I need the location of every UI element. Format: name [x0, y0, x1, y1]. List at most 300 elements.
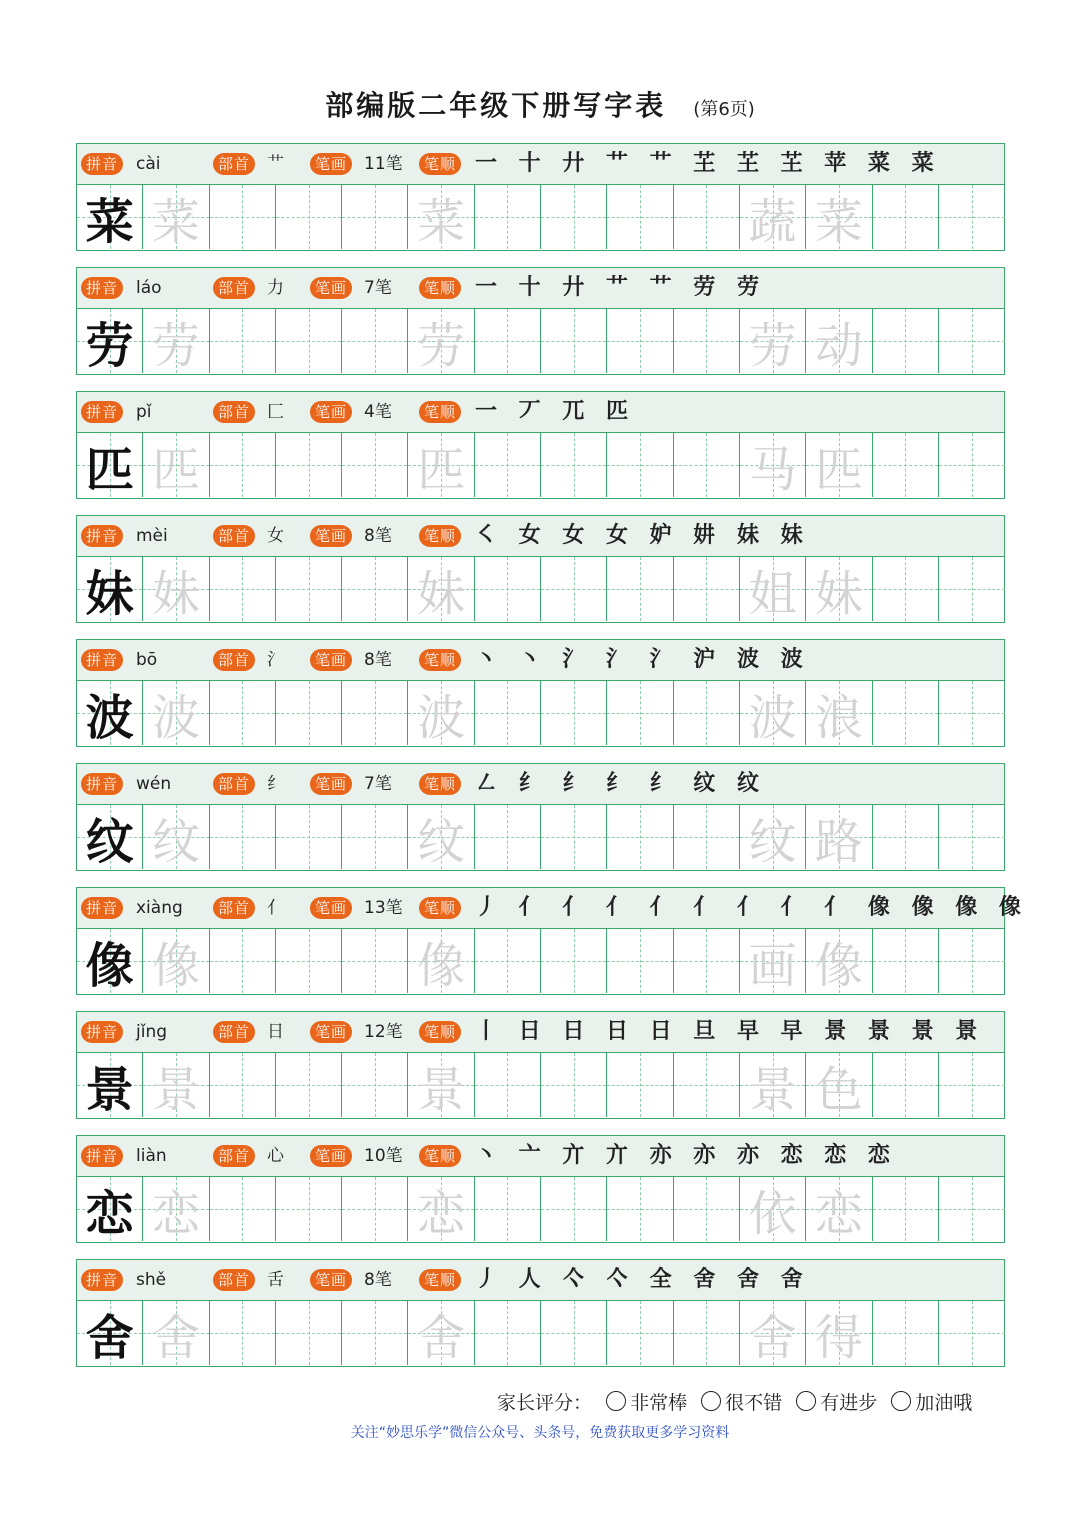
grid-cell[interactable] [475, 185, 541, 249]
pinyin-badge: 拼音 [81, 277, 123, 299]
grid-cell[interactable] [674, 433, 740, 497]
grid-cell[interactable] [276, 1301, 342, 1365]
model-character: 景 [85, 1061, 134, 1118]
radical-badge: 部首 [213, 897, 255, 919]
grid-cell[interactable] [342, 681, 408, 745]
char-block [76, 1259, 1005, 1367]
char-info-bar [77, 640, 1004, 681]
grid-cell[interactable] [342, 1301, 408, 1365]
page-title: 部编版二年级下册写字表 [325, 89, 667, 122]
stroke-order-sequence: 丶 丶 氵 氵 氵 沪 波 波 [475, 646, 810, 672]
practice-grid [77, 557, 1004, 621]
rating-option-1-label: 非常棒 [630, 1392, 688, 1414]
grid-cell[interactable] [475, 805, 541, 869]
grid-cell[interactable] [939, 805, 1005, 869]
grid-cell[interactable] [77, 557, 143, 621]
grid-cell[interactable] [806, 1301, 872, 1365]
pinyin-badge: 拼音 [81, 525, 123, 547]
rating-label: 家长评分： [497, 1392, 593, 1414]
trace-character: 劳 [417, 317, 466, 374]
grid-cell[interactable] [939, 557, 1005, 621]
trace-character: 波 [417, 689, 466, 746]
word-trace-character: 动 [814, 317, 863, 374]
strokes-badge: 笔画 [310, 401, 352, 423]
grid-cell[interactable] [740, 309, 806, 373]
grid-cell[interactable] [210, 1177, 276, 1241]
grid-cell[interactable] [276, 309, 342, 373]
grid-cell[interactable] [342, 1053, 408, 1117]
grid-cell[interactable] [77, 929, 143, 993]
practice-grid [77, 1301, 1004, 1365]
grid-cell[interactable] [806, 185, 872, 249]
pinyin-badge: 拼音 [81, 773, 123, 795]
grid-cell[interactable] [276, 557, 342, 621]
stroke-order-sequence: 一 十 廾 艹 艹 劳 劳 [475, 274, 766, 300]
radical-value: 氵 [267, 650, 284, 670]
word-trace-character: 像 [814, 937, 863, 994]
grid-cell[interactable] [806, 557, 872, 621]
grid-cell[interactable] [475, 929, 541, 993]
stroke-order-sequence: 丨 日 日 日 日 旦 早 早 景 景 景 景 [475, 1018, 985, 1044]
pinyin-badge: 拼音 [81, 1145, 123, 1167]
strokes-value: 8笔 [364, 526, 392, 546]
stroke-order-badge: 笔顺 [419, 897, 461, 919]
grid-cell[interactable] [342, 929, 408, 993]
radical-badge: 部首 [213, 525, 255, 547]
grid-cell[interactable] [939, 433, 1005, 497]
grid-cell[interactable] [541, 557, 607, 621]
rating-option-2-label: 很不错 [725, 1392, 783, 1414]
radical-value: 亻 [267, 898, 284, 918]
model-character: 纹 [85, 813, 134, 870]
rating-option-2-circle[interactable] [701, 1391, 721, 1411]
grid-cell[interactable] [77, 1053, 143, 1117]
grid-cell[interactable] [77, 309, 143, 373]
grid-cell[interactable] [210, 309, 276, 373]
practice-grid [77, 185, 1004, 249]
char-info-bar [77, 1260, 1004, 1301]
strokes-badge: 笔画 [310, 1145, 352, 1167]
strokes-badge: 笔画 [310, 277, 352, 299]
grid-cell[interactable] [276, 681, 342, 745]
page-header [0, 84, 1080, 124]
grid-cell[interactable] [806, 805, 872, 869]
grid-cell[interactable] [674, 309, 740, 373]
grid-cell[interactable] [541, 433, 607, 497]
strokes-badge: 笔画 [310, 1021, 352, 1043]
grid-cell[interactable] [740, 185, 806, 249]
model-character: 妹 [85, 565, 134, 622]
trace-character: 波 [151, 689, 200, 746]
word-trace-character: 菜 [814, 193, 863, 250]
stroke-order-badge: 笔顺 [419, 649, 461, 671]
grid-cell[interactable] [408, 557, 474, 621]
char-info-bar [77, 1012, 1004, 1053]
grid-cell[interactable] [607, 309, 673, 373]
stroke-order-sequence: 丿 人 亽 亽 全 舍 舍 舍 [475, 1266, 810, 1292]
stroke-order-sequence: 丶 亠 亣 亣 亦 亦 亦 恋 恋 恋 [475, 1142, 897, 1168]
grid-cell[interactable] [342, 309, 408, 373]
radical-value: 日 [267, 1022, 284, 1042]
word-trace-character: 蔬 [748, 193, 797, 250]
radical-badge: 部首 [213, 277, 255, 299]
model-character: 匹 [85, 441, 134, 498]
trace-character: 舍 [151, 1309, 200, 1366]
grid-cell[interactable] [408, 1177, 474, 1241]
strokes-badge: 笔画 [310, 897, 352, 919]
grid-cell[interactable] [740, 1177, 806, 1241]
word-trace-character: 妹 [814, 565, 863, 622]
grid-cell[interactable] [342, 433, 408, 497]
stroke-order-badge: 笔顺 [419, 277, 461, 299]
char-info-bar [77, 764, 1004, 805]
stroke-order-sequence: 丿 亻 亻 亻 亻 亻 亻 亻 亻 像 像 像 像 [475, 894, 1028, 920]
grid-cell[interactable] [873, 929, 939, 993]
footer-note: 关注“妙思乐学”微信公众号、头条号，免费获取更多学习资料 [350, 1425, 730, 1441]
word-trace-character: 纹 [748, 813, 797, 870]
grid-cell[interactable] [674, 805, 740, 869]
word-trace-character: 恋 [814, 1185, 863, 1242]
grid-cell[interactable] [342, 805, 408, 869]
grid-cell[interactable] [607, 1301, 673, 1365]
grid-cell[interactable] [939, 185, 1005, 249]
char-block [76, 1011, 1005, 1119]
grid-cell[interactable] [143, 929, 209, 993]
rating-option-3-circle[interactable] [796, 1391, 816, 1411]
stroke-order-sequence: ㇜ 纟 纟 纟 纟 纹 纹 [475, 770, 766, 796]
radical-badge: 部首 [213, 773, 255, 795]
strokes-value: 11笔 [364, 154, 403, 174]
grid-cell[interactable] [408, 681, 474, 745]
radical-value: 女 [267, 526, 284, 546]
stroke-order-badge: 笔顺 [419, 401, 461, 423]
grid-cell[interactable] [873, 309, 939, 373]
word-trace-character: 依 [748, 1185, 797, 1242]
strokes-badge: 笔画 [310, 1269, 352, 1291]
pinyin-value: mèi [136, 526, 168, 546]
rating-option-4-circle[interactable] [891, 1391, 911, 1411]
grid-cell[interactable] [939, 681, 1005, 745]
grid-cell[interactable] [143, 185, 209, 249]
stroke-order-sequence: 一 十 廾 艹 艹 芏 芏 芏 苹 菜 菜 [475, 150, 941, 176]
rating-option-3-label: 有进步 [820, 1392, 878, 1414]
pinyin-value: wén [136, 774, 172, 794]
char-block [76, 639, 1005, 747]
practice-grid [77, 433, 1004, 497]
grid-cell[interactable] [873, 185, 939, 249]
grid-cell[interactable] [674, 929, 740, 993]
grid-cell[interactable] [276, 805, 342, 869]
radical-value: 心 [267, 1146, 284, 1166]
grid-cell[interactable] [541, 1301, 607, 1365]
grid-cell[interactable] [674, 185, 740, 249]
radical-badge: 部首 [213, 1145, 255, 1167]
practice-grid [77, 1053, 1004, 1117]
strokes-value: 8笔 [364, 1270, 392, 1290]
char-block [76, 515, 1005, 623]
grid-cell[interactable] [806, 681, 872, 745]
trace-character: 像 [417, 937, 466, 994]
word-trace-character: 姐 [748, 565, 797, 622]
grid-cell[interactable] [276, 1053, 342, 1117]
model-character: 波 [85, 689, 134, 746]
stroke-order-badge: 笔顺 [419, 153, 461, 175]
trace-character: 劳 [151, 317, 200, 374]
grid-cell[interactable] [740, 433, 806, 497]
pinyin-value: bō [136, 650, 158, 670]
trace-character: 舍 [417, 1309, 466, 1366]
model-character: 像 [85, 937, 134, 994]
grid-cell[interactable] [143, 805, 209, 869]
grid-cell[interactable] [541, 681, 607, 745]
grid-cell[interactable] [607, 681, 673, 745]
char-block [76, 887, 1028, 995]
word-trace-character: 路 [814, 813, 863, 870]
trace-character: 景 [417, 1061, 466, 1118]
grid-cell[interactable] [873, 681, 939, 745]
pinyin-value: liàn [136, 1146, 167, 1166]
grid-cell[interactable] [143, 1301, 209, 1365]
grid-cell[interactable] [408, 309, 474, 373]
char-block [76, 143, 1005, 251]
char-info-bar [77, 1136, 1004, 1177]
grid-cell[interactable] [77, 433, 143, 497]
grid-cell[interactable] [143, 1177, 209, 1241]
strokes-badge: 笔画 [310, 525, 352, 547]
model-character: 恋 [85, 1185, 134, 1242]
strokes-value: 4笔 [364, 402, 392, 422]
grid-cell[interactable] [939, 309, 1005, 373]
word-trace-character: 劳 [748, 317, 797, 374]
grid-cell[interactable] [939, 1177, 1005, 1241]
word-trace-character: 浪 [814, 689, 863, 746]
grid-cell[interactable] [873, 1301, 939, 1365]
grid-cell[interactable] [210, 1053, 276, 1117]
grid-cell[interactable] [541, 1053, 607, 1117]
trace-character: 景 [151, 1061, 200, 1118]
stroke-order-sequence: 一 丆 兀 匹 [475, 398, 635, 424]
grid-cell[interactable] [939, 1053, 1005, 1117]
pinyin-value: cài [136, 154, 161, 174]
pinyin-badge: 拼音 [81, 897, 123, 919]
parent-rating [497, 1388, 972, 1415]
grid-cell[interactable] [806, 309, 872, 373]
word-trace-character: 匹 [814, 441, 863, 498]
grid-cell[interactable] [607, 805, 673, 869]
grid-cell[interactable] [408, 1301, 474, 1365]
grid-cell[interactable] [143, 433, 209, 497]
radical-badge: 部首 [213, 649, 255, 671]
grid-cell[interactable] [541, 805, 607, 869]
grid-cell[interactable] [740, 805, 806, 869]
grid-cell[interactable] [408, 929, 474, 993]
trace-character: 匹 [417, 441, 466, 498]
stroke-order-badge: 笔顺 [419, 525, 461, 547]
grid-cell[interactable] [475, 433, 541, 497]
strokes-badge: 笔画 [310, 649, 352, 671]
model-character: 菜 [85, 193, 134, 250]
grid-cell[interactable] [740, 929, 806, 993]
grid-cell[interactable] [939, 1301, 1005, 1365]
grid-cell[interactable] [674, 1053, 740, 1117]
grid-cell[interactable] [475, 309, 541, 373]
grid-cell[interactable] [740, 1301, 806, 1365]
char-block [76, 391, 1005, 499]
trace-character: 纹 [151, 813, 200, 870]
grid-cell[interactable] [408, 805, 474, 869]
radical-value: 艹 [267, 154, 284, 174]
char-block [76, 267, 1005, 375]
trace-character: 纹 [417, 813, 466, 870]
grid-cell[interactable] [607, 433, 673, 497]
grid-cell[interactable] [541, 929, 607, 993]
grid-cell[interactable] [276, 929, 342, 993]
practice-grid [77, 805, 1004, 869]
strokes-value: 12笔 [364, 1022, 403, 1042]
grid-cell[interactable] [143, 557, 209, 621]
grid-cell[interactable] [408, 185, 474, 249]
grid-cell[interactable] [806, 1177, 872, 1241]
stroke-order-sequence: ㇛ 女 女 女 妒 妌 妹 妹 [475, 522, 810, 548]
pinyin-badge: 拼音 [81, 1269, 123, 1291]
grid-cell[interactable] [276, 1177, 342, 1241]
char-block [76, 763, 1005, 871]
rating-option-1-circle[interactable] [606, 1391, 626, 1411]
grid-cell[interactable] [77, 805, 143, 869]
trace-character: 妹 [151, 565, 200, 622]
grid-cell[interactable] [475, 557, 541, 621]
radical-badge: 部首 [213, 401, 255, 423]
radical-badge: 部首 [213, 153, 255, 175]
pinyin-value: láo [136, 278, 162, 298]
grid-cell[interactable] [210, 681, 276, 745]
grid-cell[interactable] [475, 681, 541, 745]
word-trace-character: 色 [814, 1061, 863, 1118]
grid-cell[interactable] [607, 1053, 673, 1117]
char-info-bar [77, 392, 1004, 433]
trace-character: 像 [151, 937, 200, 994]
grid-cell[interactable] [143, 681, 209, 745]
strokes-badge: 笔画 [310, 773, 352, 795]
word-trace-character: 舍 [748, 1309, 797, 1366]
stroke-order-badge: 笔顺 [419, 1269, 461, 1291]
pinyin-value: xiàng [136, 898, 183, 918]
word-trace-character: 马 [748, 441, 797, 498]
radical-badge: 部首 [213, 1269, 255, 1291]
grid-cell[interactable] [77, 1177, 143, 1241]
grid-cell[interactable] [674, 1301, 740, 1365]
radical-value: 舌 [267, 1270, 284, 1290]
radical-value: 纟 [267, 774, 284, 794]
grid-cell[interactable] [541, 1177, 607, 1241]
trace-character: 匹 [151, 441, 200, 498]
grid-cell[interactable] [475, 1301, 541, 1365]
grid-cell[interactable] [210, 1301, 276, 1365]
rating-option-4-label: 加油哦 [915, 1392, 973, 1414]
grid-cell[interactable] [806, 433, 872, 497]
strokes-value: 7笔 [364, 774, 392, 794]
grid-cell[interactable] [475, 1053, 541, 1117]
grid-cell[interactable] [873, 433, 939, 497]
grid-cell[interactable] [475, 1177, 541, 1241]
trace-character: 菜 [417, 193, 466, 250]
practice-grid [77, 309, 1004, 373]
radical-value: 匚 [267, 402, 284, 422]
strokes-value: 13笔 [364, 898, 403, 918]
grid-cell[interactable] [276, 185, 342, 249]
grid-cell[interactable] [873, 805, 939, 869]
word-trace-character: 景 [748, 1061, 797, 1118]
word-trace-character: 画 [748, 937, 797, 994]
practice-grid [77, 1177, 1004, 1241]
grid-cell[interactable] [342, 185, 408, 249]
grid-cell[interactable] [143, 1053, 209, 1117]
stroke-order-badge: 笔顺 [419, 1021, 461, 1043]
pinyin-badge: 拼音 [81, 153, 123, 175]
grid-cell[interactable] [607, 1177, 673, 1241]
grid-cell[interactable] [674, 1177, 740, 1241]
grid-cell[interactable] [210, 929, 276, 993]
char-block [76, 1135, 1005, 1243]
grid-cell[interactable] [210, 433, 276, 497]
grid-cell[interactable] [276, 433, 342, 497]
page-number: (第6页) [693, 99, 755, 120]
grid-cell[interactable] [740, 557, 806, 621]
model-character: 劳 [85, 317, 134, 374]
grid-cell[interactable] [541, 309, 607, 373]
grid-cell[interactable] [210, 185, 276, 249]
grid-cell[interactable] [210, 557, 276, 621]
grid-cell[interactable] [674, 557, 740, 621]
grid-cell[interactable] [541, 185, 607, 249]
grid-cell[interactable] [806, 1053, 872, 1117]
char-info-bar [77, 888, 1028, 929]
grid-cell[interactable] [740, 1053, 806, 1117]
grid-cell[interactable] [143, 309, 209, 373]
grid-cell[interactable] [873, 1177, 939, 1241]
grid-cell[interactable] [408, 1053, 474, 1117]
grid-cell[interactable] [607, 557, 673, 621]
word-trace-character: 波 [748, 689, 797, 746]
grid-cell[interactable] [342, 557, 408, 621]
pinyin-badge: 拼音 [81, 649, 123, 671]
grid-cell[interactable] [674, 681, 740, 745]
strokes-value: 10笔 [364, 1146, 403, 1166]
grid-cell[interactable] [77, 1301, 143, 1365]
pinyin-value: jǐng [136, 1022, 168, 1042]
grid-cell[interactable] [806, 929, 872, 993]
trace-character: 恋 [417, 1185, 466, 1242]
stroke-order-badge: 笔顺 [419, 773, 461, 795]
grid-cell[interactable] [77, 185, 143, 249]
grid-cell[interactable] [740, 681, 806, 745]
grid-cell[interactable] [607, 929, 673, 993]
grid-cell[interactable] [939, 929, 1005, 993]
pinyin-value: pǐ [136, 402, 152, 422]
grid-cell[interactable] [77, 681, 143, 745]
grid-cell[interactable] [408, 433, 474, 497]
grid-cell[interactable] [873, 557, 939, 621]
grid-cell[interactable] [342, 1177, 408, 1241]
trace-character: 菜 [151, 193, 200, 250]
strokes-value: 8笔 [364, 650, 392, 670]
char-info-bar [77, 516, 1004, 557]
practice-grid [77, 681, 1004, 745]
grid-cell[interactable] [607, 185, 673, 249]
model-character: 舍 [85, 1309, 134, 1366]
grid-cell[interactable] [873, 1053, 939, 1117]
grid-cell[interactable] [210, 805, 276, 869]
